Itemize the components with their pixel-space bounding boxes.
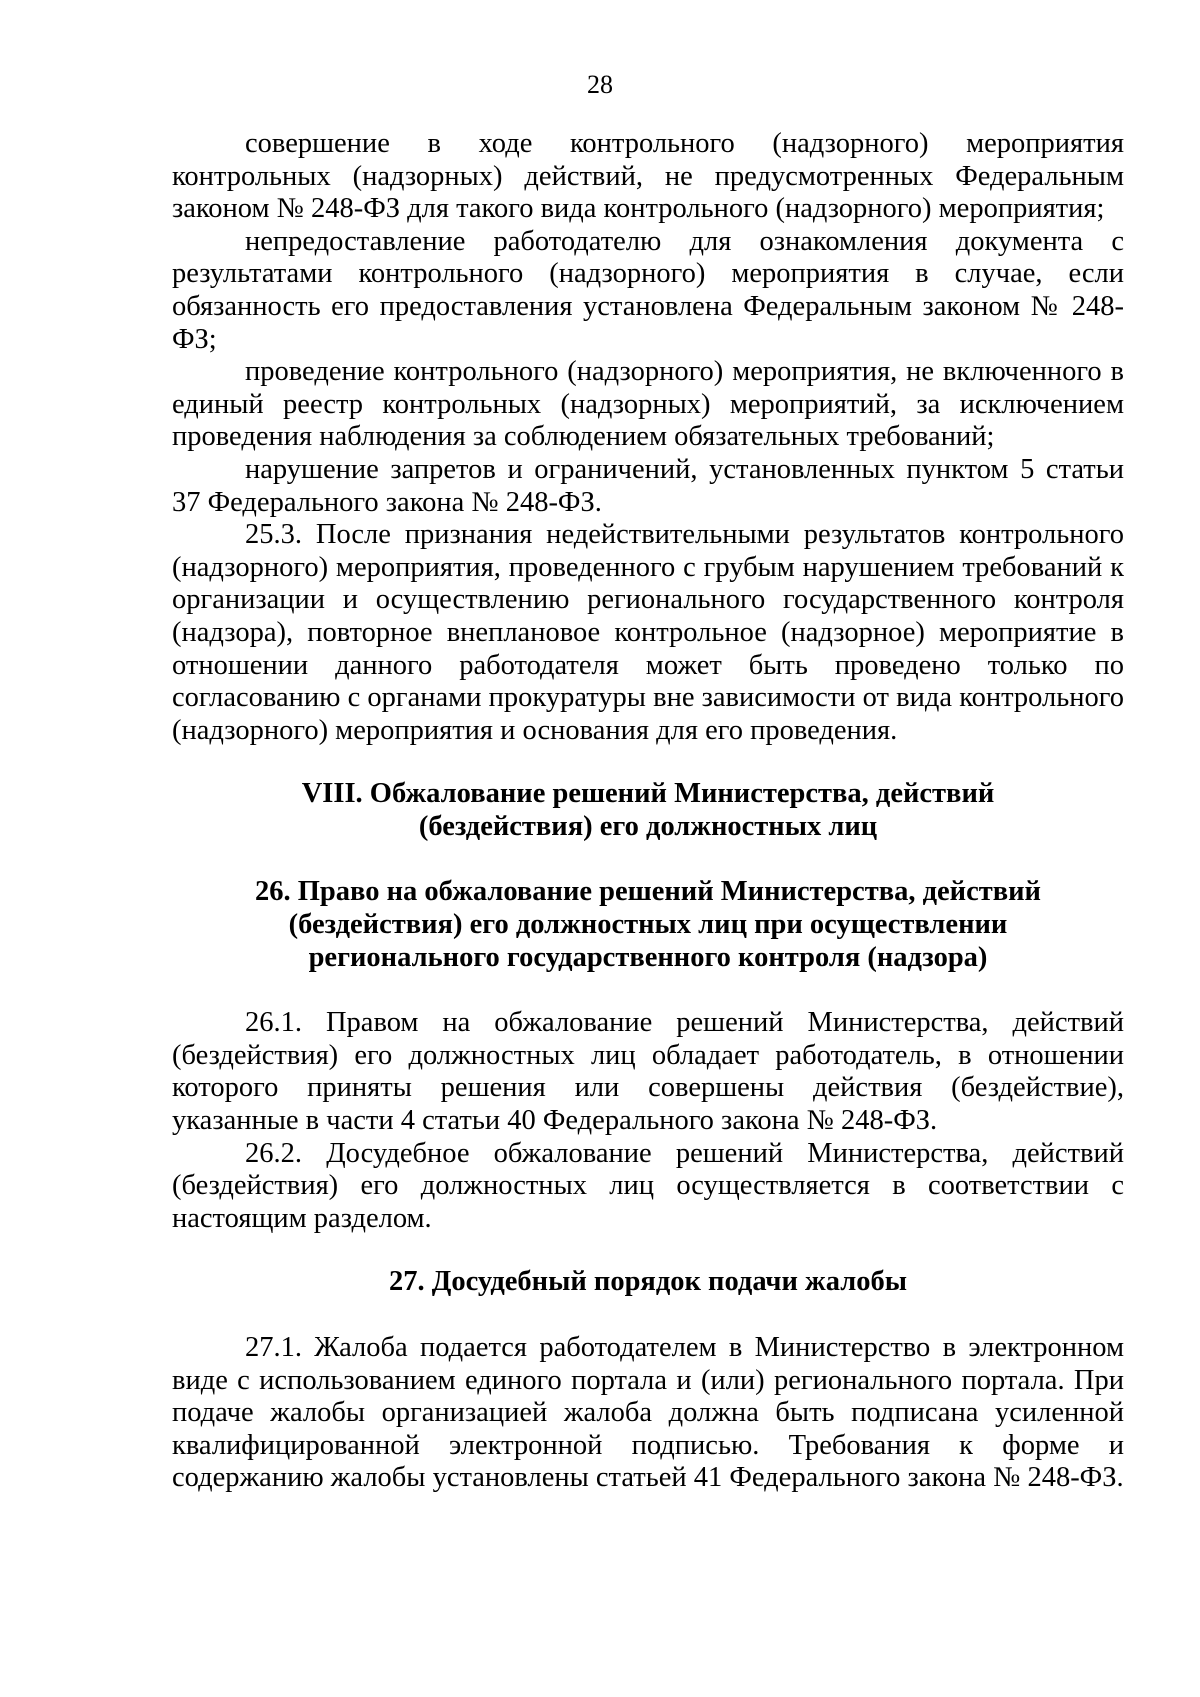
paragraph-document-not-provided: непредоставление работодателю для ознакомления документа с результатами контрольного (надзорного) мероприятия в случае, если обязанность его предоставления установлена Федеральным законом № 248-ФЗ; [172, 225, 1124, 355]
section-heading-26-line-3: регионального государственного контроля (надзора) [308, 941, 988, 973]
section-heading-26-line-2: (бездействия) его должностных лиц при осуществлении [288, 909, 1008, 941]
section-heading-viii [172, 778, 1124, 843]
section-heading-26-line-1: 26. Право на обжалование решений Министерства, действий [255, 876, 1041, 908]
section-heading-viii-line-2: (бездействия) его должностных лиц [418, 810, 878, 842]
paragraph-26-2: 26.2. Досудебное обжалование решений Министерства, действий (бездействия) его должностных лиц осуществляется в соответствии с настоящим разделом. [172, 1137, 1124, 1234]
paragraph-25-3: 25.3. После признания недействительными результатов контрольного (надзорного) мероприятия, проведенного с грубым нарушением требований к организации и осуществлению регионального государственного контроля (надзора), повторное внеплановое контрольное (надзорное) мероприятие в отношении данного работодателя может быть проведено только по согласованию с органами прокуратуры вне зависимости от вида контрольного (надзорного) мероприятия и основания для его проведения. [172, 519, 1124, 746]
page-number: 28 [587, 70, 613, 99]
paragraph-26-1: 26.1. Правом на обжалование решений Министерства, действий (бездействия) его должностных лиц обладает работодатель, в отношении которого приняты решения или совершены действия (бездействие), указанные в части 4 статьи 40 Федерального закона № 248-ФЗ. [172, 1007, 1124, 1137]
paragraph-prohibitions-violation: нарушение запретов и ограничений, установленных пунктом 5 статьи 37 Федерального закона № 248-ФЗ. [172, 453, 1124, 518]
section-heading-26 [172, 876, 1124, 974]
section-heading-27: 27. Досудебный порядок подачи жалобы [389, 1266, 907, 1298]
paragraph-violation-actions: совершение в ходе контрольного (надзорного) мероприятия контрольных (надзорных) действий, не предусмотренных Федеральным законом № 248-ФЗ для такого вида контрольного (надзорного) мероприятия; [172, 128, 1124, 225]
paragraph-not-in-registry: проведение контрольного (надзорного) мероприятия, не включенного в единый реестр контрольных (надзорных) мероприятий, за исключением проведения наблюдения за соблюдением обязательных требований; [172, 356, 1124, 453]
document-body [172, 128, 1124, 1495]
section-heading-viii-line-1: VIII. Обжалование решений Министерства, действий [301, 778, 995, 810]
paragraph-27-1: 27.1. Жалоба подается работодателем в Министерство в электронном виде с использованием единого портала и (или) регионального портала. При подаче жалобы организацией жалоба должна быть подписана усиленной квалифицированной электронной подписью. Требования к форме и содержанию жалобы установлены статьей 41 Федерального закона № 248-ФЗ. [172, 1332, 1124, 1494]
